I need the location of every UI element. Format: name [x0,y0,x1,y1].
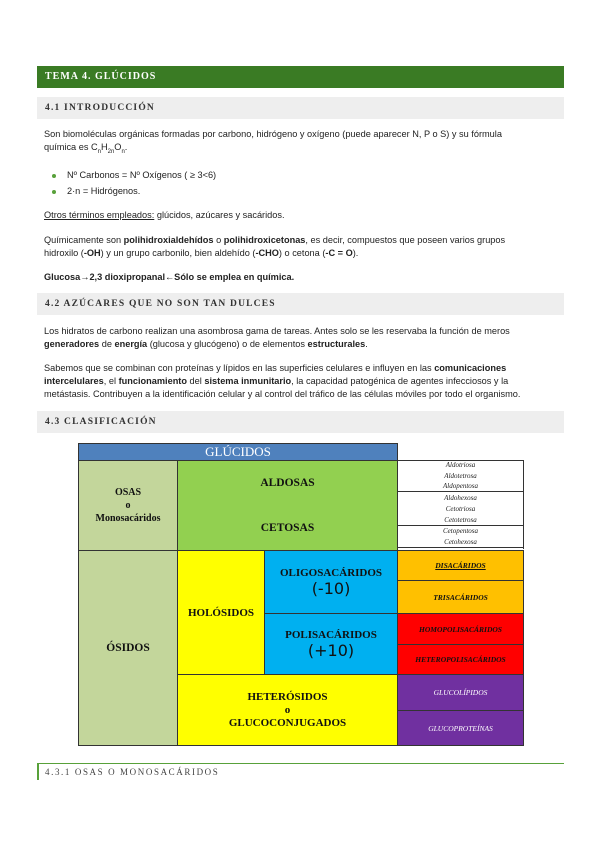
bullet-dot-icon [52,174,56,178]
diagram-header-glucidos: GLÚCIDOS [78,443,398,461]
azucares-paragraph-1: Los hidratos de carbono realizan una asombrosa gama de tareas. Antes solo se les reservaba la función de meros generadores de energía (glucosa y glucógeno) o de elementos estructurales. [44,326,510,349]
cell-glucolipidos: GLUCOLÍPIDOS [397,674,524,711]
intro-paragraph-2: Químicamente son polihidroxialdehídos o polihidroxicetonas, es decir, compuestos que poseen varios grupos hidroxilo (-OH) y un grupo carbonilo, bien aldehído (-CHO) o cetona (-C = O). [44,235,506,258]
label-aldosas: ALDOSAS [260,477,315,490]
cell-trisacaridos: TRISACÁRIDOS [397,580,524,614]
section-heading-introduccion: 4.1 INTRODUCCIÓN [37,97,564,119]
bullet-dot-icon [52,190,56,194]
cell-homopolisacaridos: HOMOPOLISACÁRIDOS [397,613,524,645]
cell-oligosacaridos: OLIGOSACÁRIDOS (-10) [264,550,398,614]
bullet-hidrogenos: 2·n = Hidrógenos. [52,186,140,196]
cell-heteropolisacaridos: HETEROPOLISACÁRIDOS [397,644,524,675]
list-item: Aldotriosa [445,461,476,469]
subsection-heading-osas: 4.3.1 OSAS O MONOSACÁRIDOS [37,763,564,780]
oligo-note: (-10) [311,578,351,598]
cell-holosidos: HOLÓSIDOS [177,550,265,675]
intro-paragraph-1: Son biomoléculas orgánicas formadas por carbono, hidrógeno y oxígeno (puede aparecer N, P o S) y su fórmula química es $C_nH_{2n}O_n$. [44,129,502,155]
list-item: Cetotriosa [445,505,476,513]
label-cetosas: CETOSAS [260,521,315,534]
list-item: Cetopentosa [443,527,478,535]
otros-terminos: Otros términos empleados: glúcidos, azúcares y sacáridos. [44,210,285,220]
list-item: Aldopentosa [397,482,524,492]
cell-polisacaridos: POLISACÁRIDOS (+10) [264,613,398,675]
list-item: Aldotetrosa [444,472,477,480]
azucares-paragraph-2: Sabemos que se combinan con proteínas y lípidos en las superficies celulares e influyen en las comunicaciones intercelulares, el funcionamiento del sistema inmunitario, la capacidad patogénica de agentes infecciosos y la metástasis. Contribuyen a la identificación celular y al control del tráfico de las células móviles por todo el organismo. [44,363,521,399]
glucosa-note: Glucosa→2,3 dioxipropanal←Sólo se emplea en química. [44,272,295,282]
cell-glucoproteinas: GLUCOPROTEÍNAS [397,710,524,746]
cell-disacaridos: DISACÁRIDOS [397,550,524,581]
list-item: Cetohexosa [397,538,524,548]
cell-osas: OSAS o Monosacáridos [78,460,178,551]
cell-osidos: ÓSIDOS [78,550,178,746]
page-title: TEMA 4. GLÚCIDOS [37,66,564,88]
list-item: Aldohexosa [444,494,477,502]
section-heading-azucares: 4.2 AZÚCARES QUE NO SON TAN DULCES [37,293,564,315]
list-item: Cetotetrosa [397,516,524,526]
section-heading-clasificacion: 4.3 CLASIFICACIÓN [37,411,564,433]
cell-aldosas-cetosas [177,460,398,551]
bullet-carbonos: Nº Carbonos = Nº Oxígenos ( ≥ 3<6) [52,170,216,180]
cell-heterosidos: HETERÓSIDOS o GLUCOCONJUGADOS [177,674,398,746]
poli-note: (+10) [307,640,355,660]
